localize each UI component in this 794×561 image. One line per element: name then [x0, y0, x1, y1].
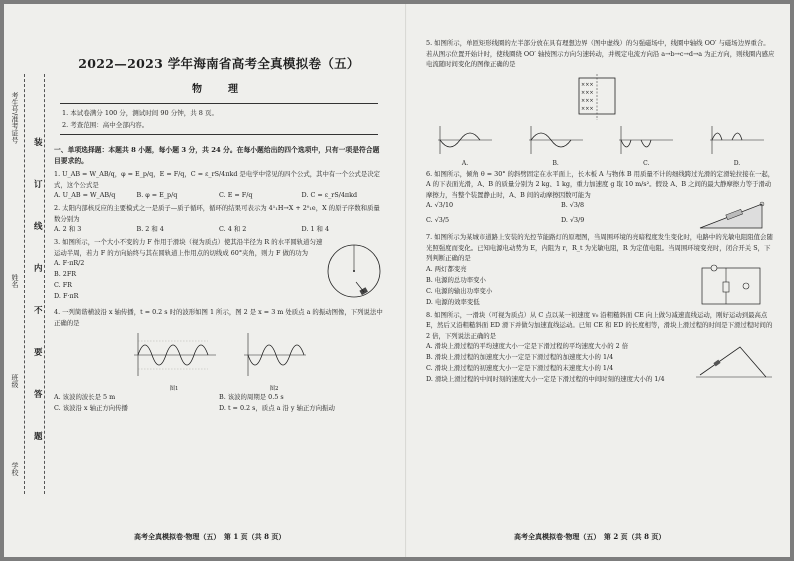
page-1-footer: 高考全真模拟卷·物理（五） 第 1 页（共 8 页）: [134, 532, 286, 541]
option: C. 电源的输出功率变小: [426, 286, 493, 295]
option: A. 滑块上滑过程的平均速度大小一定是下滑过程的平均速度大小的 2 倍: [426, 342, 629, 350]
option: B. φ = E_p/q: [136, 191, 178, 199]
option: C. √3/5: [426, 216, 450, 224]
circuit-figure: [696, 264, 766, 308]
question-3-options: [54, 258, 326, 302]
seal-word: 不: [34, 306, 43, 316]
binding-strip: [10, 74, 48, 494]
option: A. U_AB = W_AB/q: [54, 191, 116, 199]
question-4-options: [54, 392, 384, 414]
svg-text:×××: ×××: [581, 89, 594, 96]
question-4-stem: 4. 一列简谐横波沿 x 轴传播，t = 0.2 s 时的波形如图 1 所示，图 2 是 x = 3 m 处质点 a 的振动图像，下列说法中正确的是: [54, 308, 383, 327]
option: C. E = F/q: [219, 191, 253, 199]
option: D. √3/9: [561, 216, 585, 224]
option: B. 滑块上滑过程的加速度大小一定是下滑过程的加速度大小的 1/4: [426, 353, 614, 361]
answer-graph-a: [436, 124, 494, 156]
binding-label-school: 学校: [11, 462, 19, 476]
option: B. 电源的总功率变小: [426, 275, 486, 284]
option: A. F·πR/2: [54, 259, 85, 267]
option: D. F·πR: [54, 292, 79, 300]
incline-figure: [696, 200, 766, 230]
question-5-answer-graphs: [426, 124, 776, 167]
exam-note: 2. 考查范围：高中全部内容。: [62, 121, 149, 129]
question-6-options: [426, 200, 696, 230]
option: B. 2FR: [54, 270, 77, 278]
option: D. C = ε_rS/4πkd: [301, 191, 358, 199]
binding-label-class: 班级: [11, 374, 19, 388]
question-8-stem: 8. 如图所示，一滑块（可视为质点）从 C 点以某一初速度 v₀ 沿粗糙斜面 CE 向上做匀减速直线运动，刚好运动到最高点 E，然后又沿粗糙斜面 ED 滑下并做匀加速直线运动。已知 CE 和 ED 的长度相等，滑块上滑过程的时间是下滑过程时间的 2 倍，下列说法正确的是: [426, 310, 773, 340]
seal-word: 订: [34, 180, 43, 190]
option: C. FR: [54, 281, 72, 289]
question-8-options: [426, 341, 696, 385]
answer-graph-c: [617, 124, 675, 156]
option: A. 两灯都变亮: [426, 264, 467, 273]
option-label: A.: [461, 159, 469, 167]
binding-label-student-id: 考生号/准考证号: [11, 92, 19, 144]
slope-figure: [696, 341, 772, 381]
binding-cut-line: [44, 74, 45, 494]
wave-graph-figure-1: [128, 330, 220, 380]
question-1-options: [54, 190, 384, 201]
question-7-stem: 7. 如图所示为某城市道路上安装的光控节能路灯的原理图，当周围环境的亮暗程度发生变化时，电路中的光敏电阻阻值会随光照强度而变化。已知电源电动势为 E，内阻为 r，R_t 为光敏电阻，R 为定值电阻。当周围环境变亮时，闭合开关 S，下列判断正确的是: [426, 233, 773, 262]
page-2-footer: 高考全真模拟卷·物理（五） 第 2 页（共 8 页）: [514, 532, 666, 541]
question-7-options: [426, 264, 696, 308]
answer-graph-d: [708, 124, 766, 156]
answer-graph-b: [527, 124, 585, 156]
option: C. 该波沿 x 轴正方向传播: [54, 404, 128, 412]
question-2-options: [54, 224, 384, 235]
coil-magnetic-field-figure: [571, 72, 631, 124]
seal-word: 要: [34, 348, 43, 358]
question-5-stem: 5. 如图所示，单匝矩形线圈的左半部分放在具有理想边界（图中虚线）的匀强磁场中，线圈中轴线 OO′ 与磁场边界重合。若从图示位置开始计时，使线圈绕 OO′ 轴按图示方向匀速转动，并规定电流方向沿 a→b→c→d→a 为正方向，则线圈内感应电流随时间变化的图像正确的是: [426, 39, 775, 68]
figure-2-caption: 图2: [269, 386, 279, 392]
seal-word: 题: [34, 432, 43, 442]
option: A. 2 和 3: [54, 225, 82, 233]
page-1: [54, 54, 384, 414]
svg-text:×××: ×××: [581, 81, 594, 88]
question-1-stem: 1. U_AB = W_AB/q，φ = E_p/q，E = F/q，C = ε_rS/4πkd 是电学中常见的四个公式，其中有一个公式是决定式，这个公式是: [54, 170, 381, 189]
option-label: B.: [552, 159, 559, 167]
option: A. 该波的波长是 5 m: [54, 393, 116, 401]
seal-word: 答: [34, 390, 43, 400]
svg-text:×××: ×××: [581, 97, 594, 104]
header-rule: [60, 103, 378, 104]
option-label: C.: [643, 159, 650, 167]
section-heading: 一、单项选择题：本题共 8 小题，每小题 3 分，共 24 分。在每小题给出的四个选项中，只有一项是符合题目要求的。: [54, 146, 380, 165]
option: D. 滑块上滑过程的中间时刻的速度大小一定是下滑过程的中间时刻的速度大小的 1/4: [426, 375, 665, 383]
exam-subject: 物 理: [192, 84, 246, 95]
binding-label-name: 姓名: [11, 274, 19, 288]
option-label: D.: [733, 159, 741, 167]
header-rule: [60, 134, 378, 135]
question-6-stem: 6. 如图所示，倾角 θ = 30° 的斜劈固定在水平面上，长木板 A 与物体 B 用质量不计的细线跨过光滑的定滑轮拉接在一起，A 的下表面光滑，A、B 的质量分别为 2 kg、1 kg，重力加速度 g 取 10 m/s²。假设 A、B 之间的最大静摩擦力等于滑动摩擦力，当整个装置静止时，A、B 间的动摩擦因数可能为: [426, 169, 775, 199]
page-fold: [405, 4, 407, 557]
seal-word: 装: [34, 138, 43, 148]
option: C. 4 和 2: [219, 225, 247, 233]
question-2-stem: 2. 太阳内部核反应的主要模式之一是质子—质子循环，循环的结果可表示为 4¹₁H→X + 2⁰₁e，X 的原子序数和质量数分别为: [54, 204, 380, 223]
vibration-graph-figure-2: [238, 330, 310, 380]
page-2: [426, 36, 776, 385]
exam-note: 1. 本试卷满分 100 分，测试时间 90 分钟，共 8 页。: [62, 109, 218, 117]
option: B. √3/8: [561, 201, 585, 209]
exam-sheet: [4, 4, 790, 557]
question-3-circle-figure: [326, 235, 384, 305]
binding-dash-line: [24, 74, 25, 494]
question-3-stem: 3. 如图所示，一个大小不变的力 F 作用于滑块（视为质点）使其沿半径为 R 的水平圆轨道匀速运动半周，若力 F 的方向始终与其在圆轨道上作用点的切线成 60°夹角，则力 F 做的功为: [54, 238, 323, 257]
option: B. 2 和 4: [136, 225, 164, 233]
seal-word: 线: [34, 222, 43, 232]
option: D. 1 和 4: [301, 225, 330, 233]
exam-title: 2022—2023 学年海南省高考全真模拟卷（五）: [78, 56, 360, 71]
option: D. t = 0.2 s，质点 a 沿 y 轴正方向振动: [219, 404, 335, 412]
seal-word: 内: [34, 264, 43, 274]
option: A. √3/10: [426, 201, 454, 209]
figure-1-caption: 图1: [169, 386, 179, 392]
option: C. 滑块上滑过程的初速度大小一定是下滑过程的末速度大小的 1/4: [426, 364, 614, 372]
option: D. 电源的效率变低: [426, 297, 480, 306]
svg-text:×××: ×××: [581, 105, 594, 112]
question-4-figures: [54, 330, 384, 392]
option: B. 该波的周期是 0.5 s: [219, 393, 284, 401]
